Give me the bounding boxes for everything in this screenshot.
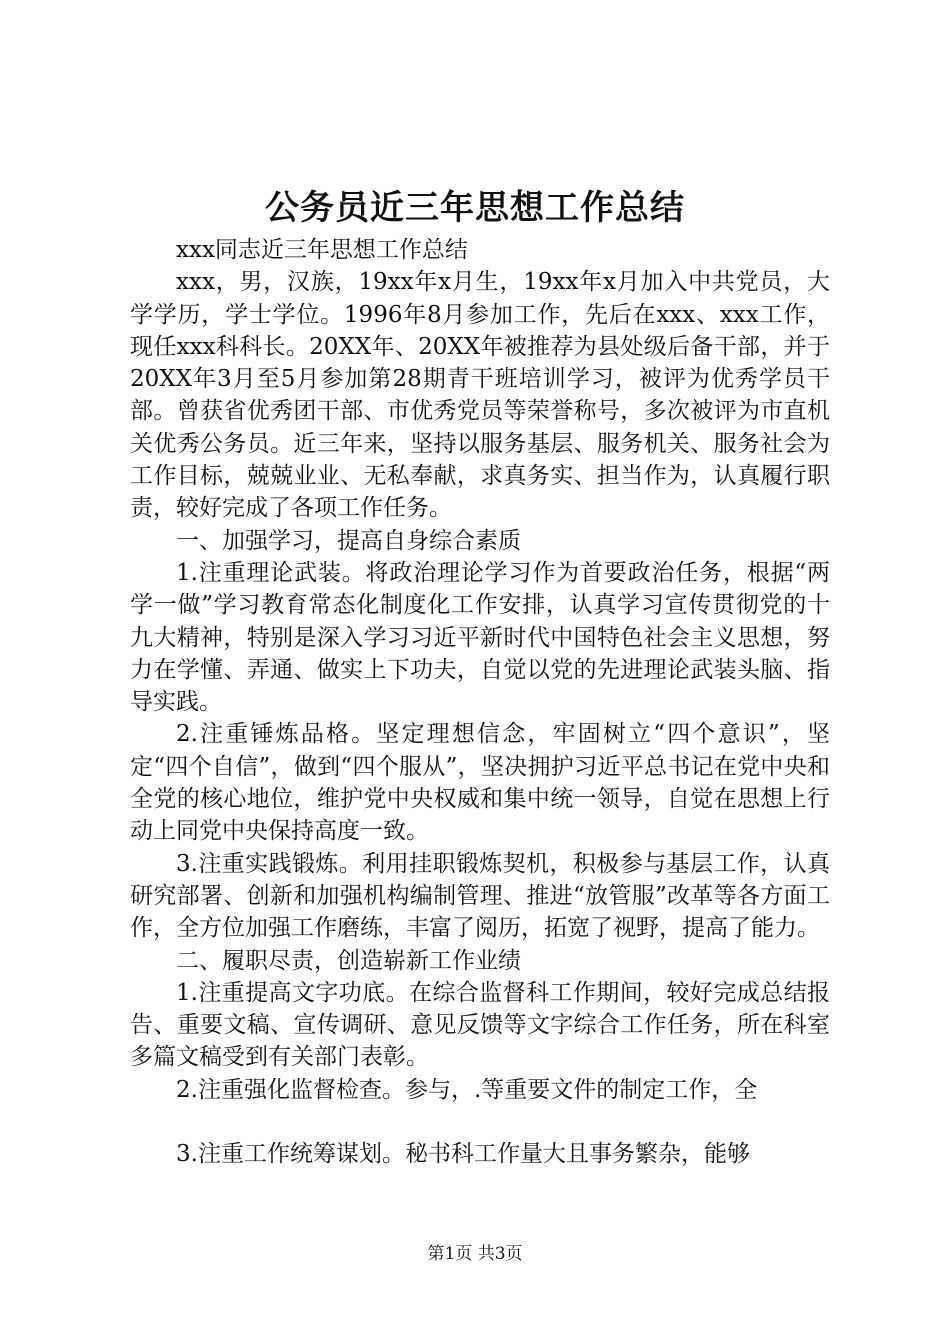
- paragraph-intro: xxx，男，汉族，19xx年x月生，19xx年x月加入中共党员，大学学历，学士学位。1996年8月参加工作，先后在xxx、xxx工作，现任xxx科科长。20XX年、20XX年被推荐为县处级后备干部，并于20XX年3月至5月参加第28期青干班培训学习，被评为优秀学员干部。曾获省优秀团干部、市优秀党员等荣誉称号，多次被评为市直机关优秀公务员。近三年来，坚持以服务基层、服务机关、服务社会为工作目标，兢兢业业、无私奉献，求真务实、担当作为，认真履行职责，较好完成了各项工作任务。: [130, 269, 830, 522]
- paragraph-2-3: 3.注重工作统筹谋划。秘书科工作量大且事务繁杂，能够: [176, 1141, 750, 1168]
- document-title: 公务员近三年思想工作总结: [265, 188, 685, 228]
- paragraph-2-2: 2.注重强化监督检查。参与，.等重要文件的制定工作，全: [176, 1076, 758, 1103]
- section-heading-2: 二、履职尽责，创造崭新工作业绩: [176, 947, 521, 974]
- paragraph-1-2: 2.注重锤炼品格。坚定理想信念，牢固树立“四个意识”，坚定“四个自信”，做到“四个服从”，坚决拥护习近平总书记在党中央和全党的核心地位，维护党中央权威和集中统一领导，自觉在思想上行动上同党中央保持高度一致。: [130, 721, 830, 845]
- section-heading-1: 一、加强学习，提高自身综合素质: [176, 527, 521, 554]
- paragraph-1-1: 1.注重理论武装。将政治理论学习作为首要政治任务，根据“两学一做”学习教育常态化制度化工作安排，认真学习宣传贯彻党的十九大精神，特别是深入学习习近平新时代中国特色社会主义思想，努力在学懂、弄通、做实上下功夫，自觉以党的先进理论武装头脑、指导实践。: [130, 559, 830, 716]
- page-footer: 第1页 共3页: [427, 1244, 523, 1264]
- paragraph-subtitle: xxx同志近三年思想工作总结: [176, 237, 468, 263]
- paragraph-1-3: 3.注重实践锻炼。利用挂职锻炼契机，积极参与基层工作，认真研究部署、创新和加强机构编制管理、推进“放管服”改革等各方面工作，全方位加强工作磨练，丰富了阅历，拓宽了视野，提高了能力。: [130, 850, 830, 942]
- document-body: [130, 234, 830, 1170]
- paragraph-2-1: 1.注重提高文字功底。在综合监督科工作期间，较好完成总结报告、重要文稿、宣传调研、意见反馈等文字综合工作任务，所在科室多篇文稿受到有关部门表彰。: [130, 979, 830, 1071]
